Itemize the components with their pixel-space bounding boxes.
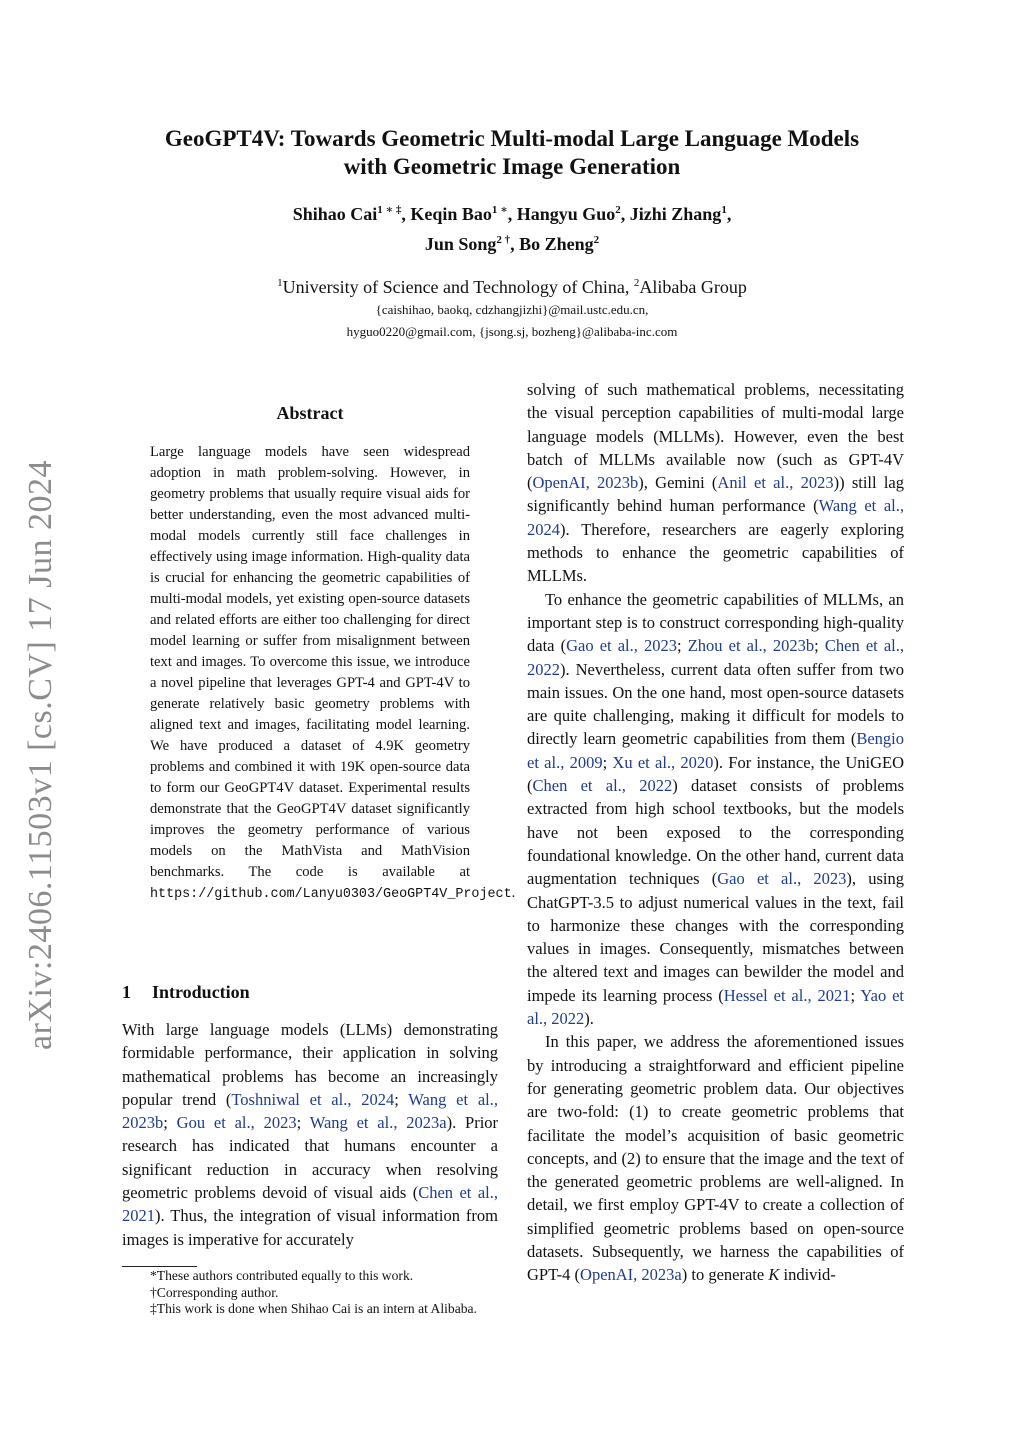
affil-mark: 1 (277, 277, 283, 289)
citation-link[interactable]: Hessel et al., 2021 (723, 985, 851, 1005)
author-affil-mark: 1 (721, 204, 727, 216)
citation-link[interactable]: Wang et al., 2023a (309, 1113, 447, 1133)
author-name: Jun Song (424, 234, 497, 254)
footnote-divider (122, 1266, 197, 1267)
text: ). Prior research has indicated that humans encounter a significant reduction in accuracy when resolving geometric problems devoid of visual aids ( (122, 1113, 499, 1203)
citation-link[interactable]: Bengio et al., 2009 (527, 729, 904, 772)
footnotes (122, 1268, 498, 1318)
text: To enhance the geometric capabilities of MLLMs, an important step is to construct corresponding high-quality data ( (527, 589, 904, 656)
footnote-corresponding: †Corresponding author. (150, 1284, 279, 1300)
abstract-end: . (511, 885, 516, 901)
affiliation-ustc: University of Science and Technology of China, (282, 277, 630, 297)
intro-paragraph-1-cont (527, 378, 904, 588)
citation-link[interactable]: Chen et al., 2021 (122, 1183, 498, 1226)
author-affil-mark: 1 ∗ ‡ (377, 204, 402, 216)
author-affil-mark: 2 † (496, 234, 511, 246)
intro-paragraph-1 (122, 1018, 498, 1251)
text: ; (676, 636, 688, 656)
email-line-2: hyguo0220@gmail.com, {jsong.sj, bozheng}@alibaba-inc.com (346, 324, 678, 339)
text: ), using ChatGPT-3.5 to adjust numerical values in the text, fail to harmonize these changes with the corresponding values in images. Consequently, mismatches between the altered text and images can bewilder the model and impede its learning process ( (527, 869, 904, 1005)
text: In this paper, we address the aforementioned issues by introducing a straightforward and efficient pipeline for generating geometric problem data. Our objectives are two-fold: (1) to create geometric problems that facilitate the model’s acquisition of basic geometric concepts, and (2) to ensure that the image and the text of the generated geometric problems are well-aligned. In detail, we first employ GPT-4V to create a collection of simplified geometric problems based on open-source datasets. Subsequently, we harness the capabilities of GPT-4 ( (527, 1032, 904, 1285)
email-line-1: {caishihao, baokq, cdzhangjizhi}@mail.ustc.edu.cn, (375, 302, 649, 317)
intro-paragraph-2 (527, 588, 904, 1031)
footnote-internship: ‡This work is done when Shihao Cai is an intern at Alibaba. (150, 1301, 477, 1316)
citation-link[interactable]: Wang et al., 2023b (122, 1089, 498, 1133)
section-number: 1 (122, 982, 131, 1002)
author-name: Shihao Cai (292, 204, 378, 224)
text: solving of such mathematical problems, necessitating the visual perception capabilities of multi-modal large language models (MLLMs). However, even the best batch of MLLMs available now (such as GPT-4V ( (527, 380, 904, 493)
arxiv-identifier-stamp: arXiv:2406.11503v1 [cs.CV] 17 Jun 2024 (22, 459, 59, 1050)
footnote-equal-contribution: *These authors contributed equally to this work. (150, 1268, 414, 1283)
citation-link[interactable]: Wang et al., 2024 (527, 496, 904, 539)
citation-link[interactable]: Gao et al., 2023 (566, 636, 677, 656)
math-variable-k: K (768, 1265, 780, 1285)
author-name: Keqin Bao (410, 204, 492, 224)
text: ). Therefore, researchers are eagerly exploring methods to enhance the geometric capabilities of MLLMs. (527, 519, 904, 586)
text: )) still lag significantly behind human performance ( (527, 473, 904, 516)
affiliation-alibaba: Alibaba Group (639, 277, 747, 297)
citation-link[interactable]: Anil et al., 2023 (717, 473, 834, 493)
citation-link[interactable]: Chen et al., 2022 (527, 636, 904, 679)
text: ). For instance, the UniGEO ( (527, 752, 904, 796)
abstract-text (150, 442, 516, 905)
text: ). Nevertheless, current data often suffer from two main issues. On the one hand, most open-source datasets are quite challenging, making it difficult for models to directly learn geometric capabilities from them ( (527, 659, 904, 749)
text: ; (394, 1089, 409, 1109)
author-name: Hangyu Guo (516, 204, 616, 224)
text: ; (814, 636, 825, 656)
text: ). (584, 1009, 594, 1029)
text: ; (296, 1113, 310, 1133)
author-affil-mark: 2 (615, 204, 621, 216)
citation-link[interactable]: OpenAI, 2023b (532, 473, 639, 493)
section-heading-introduction (122, 982, 250, 1003)
author-name: Jizhi Zhang (629, 204, 722, 224)
author-affil-mark: 2 (593, 234, 600, 246)
text: ), Gemini ( (638, 473, 718, 493)
text: ; (850, 985, 861, 1005)
citation-link[interactable]: Xu et al., 2020 (612, 752, 714, 772)
github-link[interactable]: https://github.com/Lanyu0303/GeoGPT4V_Project (150, 887, 512, 902)
text: individ- (779, 1265, 836, 1285)
title-line-1: GeoGPT4V: Towards Geometric Multi-modal Large Language Models (164, 126, 860, 151)
author-name: Bo Zheng (519, 234, 594, 254)
abstract-paragraph: Large language models have seen widespread adoption in math problem-solving. However, in geometry problems that usually require visual aids for better understanding, even the most advanced multi-modal models currently still face challenges in effectively using image information. High-quality data is crucial for enhancing the geometric capabilities of multi-modal models, yet existing open-source datasets and related efforts are either too challenging for direct model learning or suffer from misalignment between text and images. To overcome this issue, we introduce a novel pipeline that leverages GPT-4 and GPT-4V to generate relatively basic geometry problems with aligned text and images, facilitating model learning. We have produced a dataset of 4.9K geometry problems and combined it with 19K open-source data to form our GeoGPT4V dataset. Experimental results demonstrate that the GeoGPT4V dataset significantly improves the geometry performance of various models on the MathVista and MathVision benchmarks. The code is available at (150, 444, 470, 880)
paper-title (0, 125, 1024, 181)
affiliations (0, 271, 1024, 343)
title-line-2: with Geometric Image Generation (343, 154, 681, 179)
citation-link[interactable]: OpenAI, 2023a (580, 1265, 682, 1285)
paper-header (0, 125, 1024, 343)
author-list: Shihao Cai$^{1 ∗ \ddagger}$, Keqin Bao$^{1 ∗}$, Hangyu Guo$^2$, Jizhi Zhang$^1$, Jun Song$^{2 \dagger}$, Bo Zheng$^2$ (292, 204, 732, 254)
abstract-heading: Abstract (276, 403, 344, 423)
intro-left-column (122, 1018, 498, 1251)
text: ; (163, 1113, 177, 1133)
citation-link[interactable]: Zhou et al., 2023b (687, 636, 815, 656)
text: ; (602, 752, 613, 772)
citation-link[interactable]: Yao et al., 2022 (527, 985, 904, 1029)
text: ) dataset consists of problems extracted from high school textbooks, but the models have not been exposed to the corresponding foundational knowledge. On the other hand, current data augmentation techniques ( (527, 776, 904, 889)
citation-link[interactable]: Gou et al., 2023 (176, 1113, 297, 1133)
citation-link[interactable]: Toshniwal et al., 2024 (231, 1089, 395, 1109)
intro-right-column (527, 378, 904, 1287)
affil-mark: 2 (633, 277, 640, 289)
section-title: Introduction (152, 982, 250, 1002)
citation-link[interactable]: Chen et al., 2022 (532, 776, 673, 796)
text: With large language models (LLMs) demonstrating formidable performance, their application in solving mathematical problems has become an increasingly popular trend ( (122, 1020, 498, 1109)
intro-paragraph-3 (527, 1030, 904, 1286)
author-affil-mark: 1 ∗ (491, 204, 508, 216)
text: ) to generate (681, 1265, 769, 1285)
citation-link[interactable]: Gao et al., 2023 (717, 869, 847, 889)
text: ). Thus, the integration of visual information from images is imperative for accurately (122, 1206, 498, 1249)
